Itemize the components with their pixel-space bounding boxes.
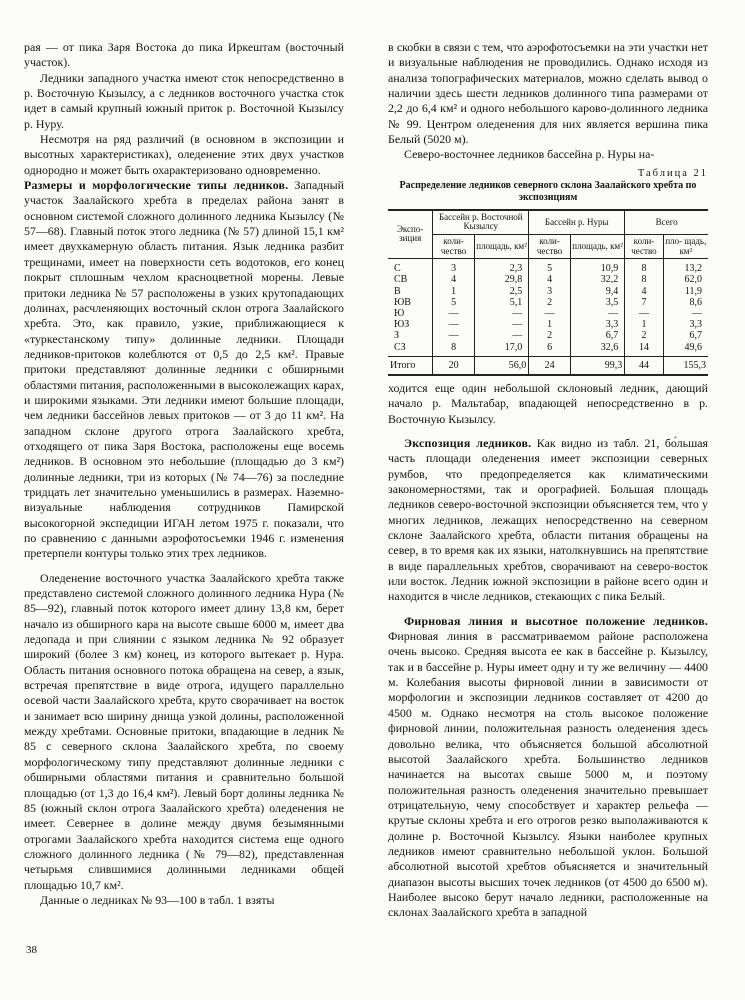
paragraph [24,893,344,908]
paragraph [388,381,708,427]
table-cell-c3: 14 [625,342,663,357]
exposure-table [388,210,708,375]
sub-header-area: пло- щадь, км² [663,234,708,258]
table-cell-c3: 8 [625,274,663,285]
table-cell-exp: СЗ [388,342,433,357]
table-cell-a3: 49,6 [663,342,708,357]
table-cell-a1: 17,0 [474,342,528,357]
table-cell-c1: 4 [433,274,475,285]
paragraph [24,71,344,132]
table-cell-a2: 9,4 [570,286,624,297]
table-cell-c1: 8 [433,342,475,357]
table-row [388,319,708,330]
table-row [388,274,708,285]
table-number: Таблица 21 [637,167,708,179]
table-cell-a2: 6,7 [570,330,624,341]
paragraph-text: Оледенение восточного участка Заалайского хребта также представлено системой сложного долинного ледника Нура (№ 85—92), главный поток которого имеет длину 13,8 км, берет начало из обширного кара на высоте свыше 6000 м, имеет два ледопада и при слиянии с языком ледника № 92 образует широкий (более 3 км) конец, из которого вытекает р. Нура. Область питания основного потока обращена на север, а язык, встречая препятствие в виде отрога, идущего параллельно осевой части Заалайского хребта, круто сворачивает на восток и занимает всю ширину днища узкой долины, расположенной между хребтами. Основные притоки, впадающие в ледник № 85 с северного склона Заалайского хребта, по своему морфологическому типу представляют долинные ледники с обширными областями питания и сравнительно большой площадью (от 1,3 до 16,4 км²). Левый борт долины ледника № 85 (южный склон отрога Заалайского хребта) оледенения не имеет. Севернее в долине между двумя безымянными отрогами Заалайского хребта находится система еще одного сложного долинного ледника (№ 79—82), представленная четырьмя слившимися долинными ледниками общей площадью 10,7 км². [24,570,344,892]
col-exposure-header: Экспо- зиция [388,210,433,258]
section-heading: Размеры и морфологические типы ледников. [24,178,289,193]
table-cell-c1: 5 [433,297,475,308]
paragraph [388,614,708,921]
table-cell-exp: З [388,330,433,341]
table-cell-a1: — [474,319,528,330]
table-cell-exp: Ю [388,308,433,319]
table-row [388,286,708,297]
table-body [388,259,708,375]
group-header-kyzylsu: Бассейн р. Восточной Кызылсу [433,210,529,234]
table-cell-c3: 44 [625,356,663,374]
table-cell-a2: 32,2 [570,274,624,285]
sub-header-area: площадь, км² [474,234,528,258]
section-heading: Экспозиция ледников. [404,435,532,450]
table-cell-a1: 29,8 [474,274,528,285]
paragraph-text: Северо-восточнее ледников бассейна р. Нуры на- [404,147,655,162]
table-cell-a1: 2,3 [474,259,528,275]
table-cell-c2: 6 [529,342,571,357]
exposure-table-frame [388,209,708,376]
sub-header-area: площадь, км² [570,234,624,258]
table-cell-c2: 3 [529,286,571,297]
table-cell-a3: — [663,308,708,319]
paragraph [388,40,708,147]
table-cell-c3: 2 [625,330,663,341]
table-cell-a3: 3,3 [663,319,708,330]
table-cell-a3: 155,3 [663,356,708,374]
table-cell-a3: 6,7 [663,330,708,341]
table-row [388,342,708,357]
table-cell-exp: В [388,286,433,297]
paragraph-text: Данные о ледниках № 93—100 в табл. 1 взяты [40,892,275,907]
table-cell-a1: 56,0 [474,356,528,374]
table-cell-a1: 5,1 [474,297,528,308]
sub-header-count: коли- чество [529,234,571,258]
section-heading: Фирновая линия и высотное положение ледников. [404,613,708,628]
table-cell-a2: 3,5 [570,297,624,308]
sub-header-count: коли- чество [625,234,663,258]
table-cell-c3: — [625,308,663,319]
table-row [388,308,708,319]
table-row [388,297,708,308]
page-number: 38 [26,944,37,956]
paragraph [24,132,344,178]
table-cell-a2: 3,3 [570,319,624,330]
paragraph-text: Ледники западного участка имеют сток непосредственно в р. Восточную Кызылсу, а с ледников восточного участка сток идет в самый крупный южный приток р. Восточной Кызылсу р. Нуру. [24,70,344,131]
table-cell-a3: 13,2 [663,259,708,275]
table-cell-c3: 7 [625,297,663,308]
paragraph [388,147,708,162]
table-cell-a2: 10,9 [570,259,624,275]
table-cell-c1: 1 [433,286,475,297]
table-cell-a1: 2,5 [474,286,528,297]
table-cell-c2: — [529,308,571,319]
right-column-bottom-text [388,381,708,921]
table-cell-a3: 8,6 [663,297,708,308]
table-cell-a3: 11,9 [663,286,708,297]
table-cell-c2: 24 [529,356,571,374]
table-cell-exp: Итого [388,356,433,374]
paragraph [24,178,344,562]
table-cell-c1: — [433,308,475,319]
table-cell-c3: 8 [625,259,663,275]
paragraph-text: Западный участок Заалайского хребта в пределах района занят в основном системой сложного долинного ледника Кызылсу (№ 57—68). Главный поток этого ледника (№ 57) длиной 15,1 км² имеет двухкамерную область питания. Язык ледника разбит трещинами, имеет на поверхности сеть водотоков, его конец покрыт сплошным чехлом красноцветной морены. Левые притоки ледника № 57 расположены в узких крутопадающих долинах, расчленяющих восточный склон отрога Заалайского хребта. Это, как правило, узкие, приближающиеся к «туркестанскому типу» долинные ледники. Площади ледников-притоков колеблются от 0,5 до 2,5 км². Правые притоки представляют долинные ледники с обширными областями питания, расположенными в высоколежащих карах, и широкими языками. Эти ледники имеют большие площади, чем ледники бассейнов левых притоков — от 3 до 11 км². На западном склоне другого отрога Заалайского хребта, отходящего от пика Заря Востока, расположены еще восемь ледников. В основном это небольшие (площадью до 3 км²) долинные ледники, три из которых (№ 74—76) за последние тридцать лет значительно уменьшились в размерах. Наземно-визуальные наблюдения сотрудников Памирской высокогорной экспедиции ИГАН летом 1975 г. показали, что по сравнению с данными аэрофотосъемки 1946 г. изменения претерпели контуры только этих трех ледников. [24,178,344,561]
table-row [388,259,708,275]
table-cell-c2: 1 [529,319,571,330]
table-cell-exp: С [388,259,433,275]
table-cell-a2: — [570,308,624,319]
paragraph [24,571,344,893]
table-cell-c1: — [433,319,475,330]
paragraph-text: Несмотря на ряд различий (в основном в экспозиции и высотных характеристиках), оледенение этих двух участков однородно и может быть охарактеризовано одновременно. [24,132,344,177]
paragraph-text: в скобки в связи с тем, что аэрофотосъемки на эти участки нет и визуальные наблюдения не проводились. Однако исходя из анализа топографических материалов, можно сделать вывод о наличии здесь шести ледников долинного типа размерами от 2,2 до 6,4 км² и одного небольшого карово-долинного ледника № 99. Центром оледенения для них является вершина пика Белый (5020 м). [388,40,708,147]
paragraph [388,436,708,605]
table-row [388,330,708,341]
table-row [388,356,708,374]
table-cell-a3: 62,0 [663,274,708,285]
table-cell-c2: 4 [529,274,571,285]
table-cell-c3: 1 [625,319,663,330]
table-cell-exp: СВ [388,274,433,285]
table-cell-exp: ЮВ [388,297,433,308]
left-column [24,40,344,908]
table-cell-c1: 20 [433,356,475,374]
group-header-total: Всего [625,210,708,234]
table-cell-c2: 5 [529,259,571,275]
group-header-nura: Бассейн р. Нуры [529,210,625,234]
table-cell-a2: 32,6 [570,342,624,357]
table-cell-a1: — [474,330,528,341]
paragraph-text: рая — от пика Заря Востока до пика Иркештам (восточный участок). [24,40,344,70]
table-cell-c1: — [433,330,475,341]
paragraph-text: Фирновая линия в рассматриваемом районе расположена очень высоко. Средняя высота ее как в бассейне р. Кызылсу, так и в бассейне р. Нуры имеет одну и ту же величину — 4400 м. Колебания высоты фирновой линии в зависимости от морфологии и экспозиции ледников составляет от 4200 до 4500 м. Однако несмотря на столь высокое положение фирновой линии, положительная разность оледенения здесь довольно велика, что объясняется большой абсолютной высотой Заалайского хребта. Большинство ледников начинается на высотах свыше 5000 м, и поэтому положительная разность оледенения значительно превышает отрицательную, чему способствует и характер рельефа — крутые склоны хребта и его отрогов резко выполаживаются к долине р. Восточной Кызылсу. Языки наиболее крупных ледников имеют сравнительно небольшой уклон. Большой абсолютной высотой хребтов объясняется и значительный диапазон высоты высших точек ледников (от 4500 до 6500 м). Наиболее высоко берут начало ледники, расположенные на склонах Заалайского хребта в западной [388,629,708,920]
table-cell-c1: 3 [433,259,475,275]
table-cell-a2: 99,3 [570,356,624,374]
table-cell-c3: 4 [625,286,663,297]
right-column [388,40,708,921]
table-cell-a1: — [474,308,528,319]
table-cell-exp: ЮЗ [388,319,433,330]
right-column-top-text [388,40,708,163]
table-title: Распределение ледников северного склона Заалайского хребта по экспозициям [399,179,697,203]
paragraph [24,40,344,71]
paragraph-text: Как видно из табл. 21, бо́льшая часть площади оледенения имеет экспозиции северных румбов, что предопределяется как климатическими закономерностями, так и орографией. Большая площадь ледников северо-восточной экспозиции объясняется тем, что у многих ледников, лежащих непосредственно на северном склоне Заалайского хребта, области питания обращены на север, в то время как их языки, натолкнувшись на препятствие в виде параллельных хребтов, сворачивают на северо-восток или восток. Ледник южной экспозиции в районе всего один и находится в числе ледников, стекающих с пика Белый. [388,435,708,604]
table-cell-c2: 2 [529,330,571,341]
paragraph-text: ходится еще один небольшой склоновый ледник, дающий начало р. Мальтабар, впадающей непосредственно в р. Восточную Кызылсу. [388,380,708,426]
sub-header-count: коли- чество [433,234,475,258]
table-cell-c2: 2 [529,297,571,308]
